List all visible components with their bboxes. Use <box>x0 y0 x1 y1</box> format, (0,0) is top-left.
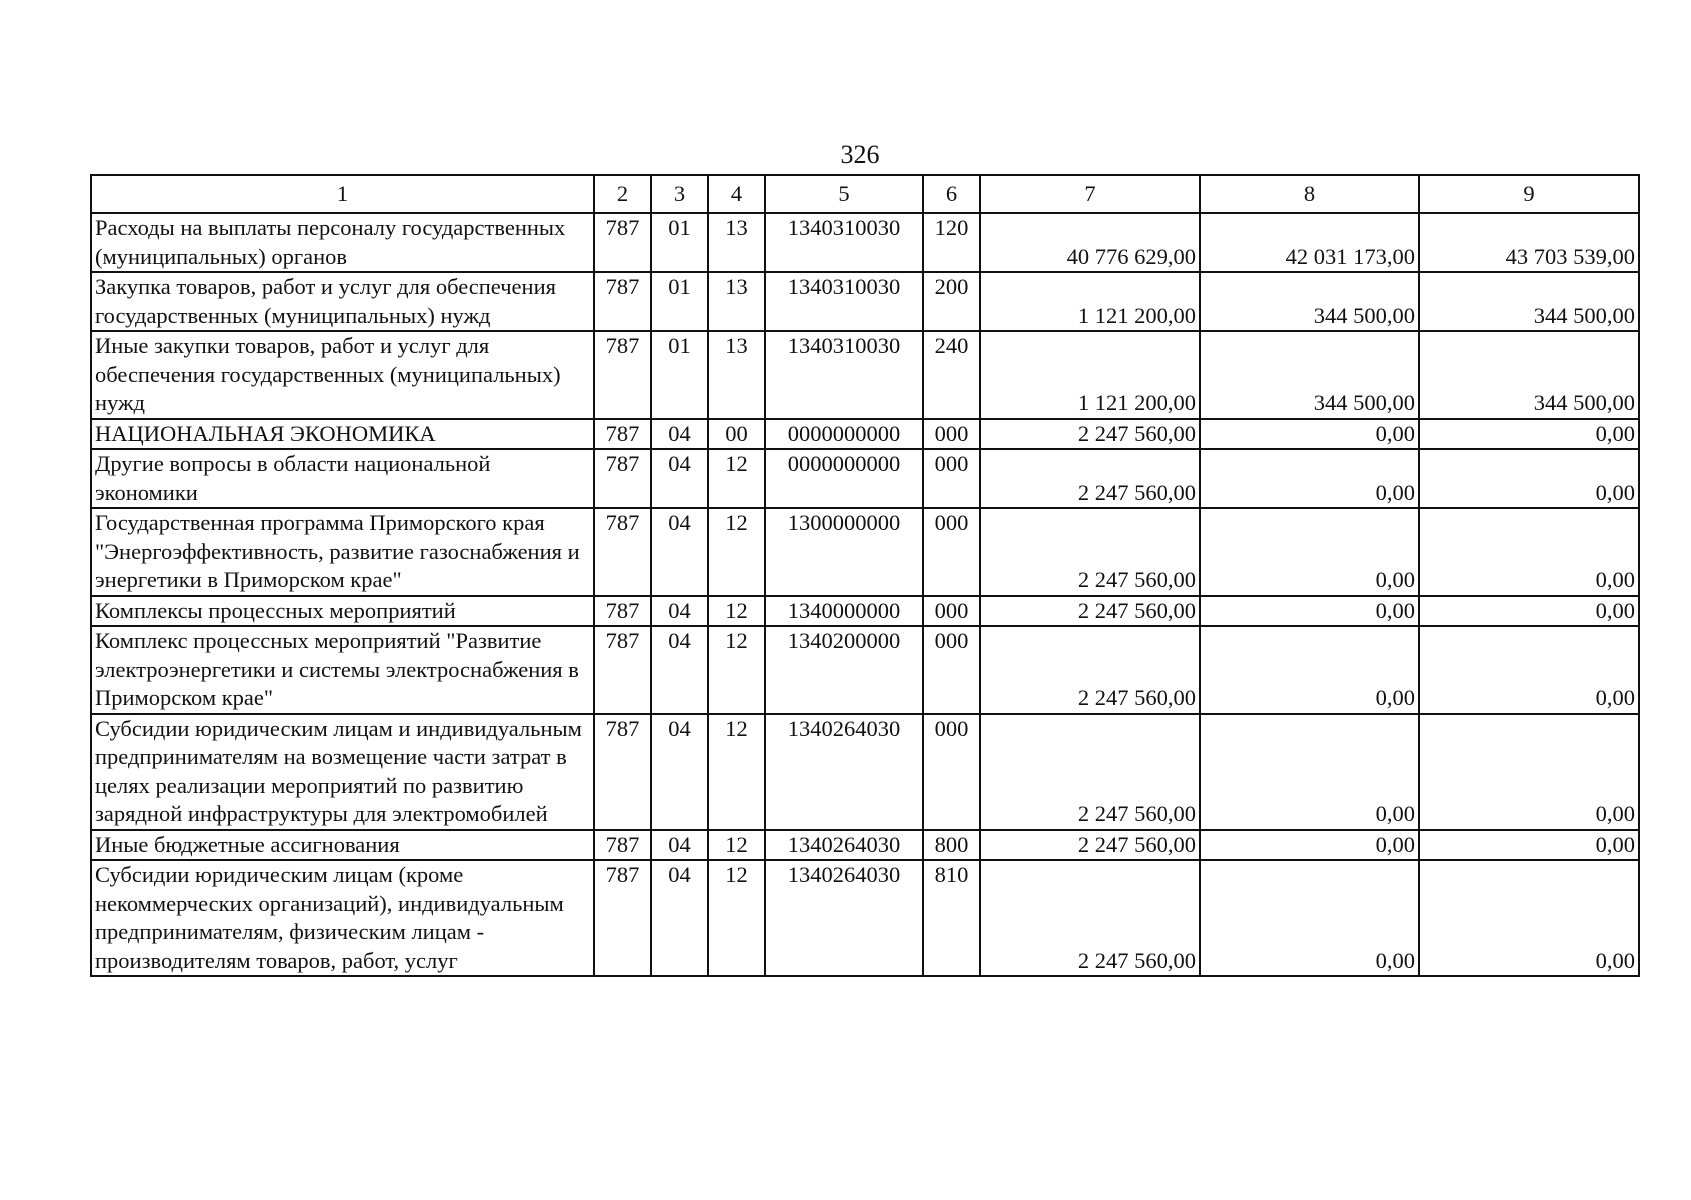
code-col6: 000 <box>923 449 980 508</box>
amount-col7: 2 247 560,00 <box>980 449 1200 508</box>
code-col3: 01 <box>651 331 708 419</box>
code-col5: 1340264030 <box>765 860 923 976</box>
amount-col7: 2 247 560,00 <box>980 626 1200 714</box>
column-header: 5 <box>765 175 923 213</box>
code-col3: 04 <box>651 596 708 627</box>
amount-col7: 2 247 560,00 <box>980 508 1200 596</box>
code-col2: 787 <box>594 714 651 830</box>
code-col5: 1300000000 <box>765 508 923 596</box>
amount-col8: 0,00 <box>1200 626 1419 714</box>
amount-col9: 0,00 <box>1419 626 1639 714</box>
code-col6: 120 <box>923 213 980 272</box>
column-header: 9 <box>1419 175 1639 213</box>
code-col3: 01 <box>651 272 708 331</box>
table-row <box>91 508 1639 596</box>
code-col5: 1340310030 <box>765 331 923 419</box>
code-col2: 787 <box>594 272 651 331</box>
code-col3: 04 <box>651 860 708 976</box>
amount-col9: 0,00 <box>1419 860 1639 976</box>
code-col4: 12 <box>708 714 765 830</box>
code-col3: 04 <box>651 626 708 714</box>
code-col6: 000 <box>923 419 980 450</box>
code-col5: 1340264030 <box>765 830 923 861</box>
code-col6: 810 <box>923 860 980 976</box>
item-name: Комплексы процессных мероприятий <box>91 596 594 627</box>
code-col6: 800 <box>923 830 980 861</box>
code-col5: 1340310030 <box>765 213 923 272</box>
amount-col8: 0,00 <box>1200 830 1419 861</box>
amount-col8: 0,00 <box>1200 419 1419 450</box>
amount-col9: 344 500,00 <box>1419 272 1639 331</box>
amount-col8: 0,00 <box>1200 596 1419 627</box>
code-col5: 1340000000 <box>765 596 923 627</box>
code-col6: 000 <box>923 508 980 596</box>
amount-col8: 42 031 173,00 <box>1200 213 1419 272</box>
code-col6: 000 <box>923 596 980 627</box>
code-col4: 12 <box>708 830 765 861</box>
budget-table <box>90 174 1640 977</box>
amount-col9: 0,00 <box>1419 419 1639 450</box>
item-name: Государственная программа Приморского края "Энергоэффективность, развитие газоснабжения и энергетики в Приморском крае" <box>91 508 594 596</box>
code-col2: 787 <box>594 331 651 419</box>
code-col4: 12 <box>708 449 765 508</box>
item-name: НАЦИОНАЛЬНАЯ ЭКОНОМИКА <box>91 419 594 450</box>
code-col6: 240 <box>923 331 980 419</box>
code-col4: 12 <box>708 626 765 714</box>
code-col3: 04 <box>651 714 708 830</box>
item-name: Другие вопросы в области национальной экономики <box>91 449 594 508</box>
amount-col9: 0,00 <box>1419 714 1639 830</box>
amount-col7: 2 247 560,00 <box>980 714 1200 830</box>
code-col2: 787 <box>594 508 651 596</box>
amount-col9: 0,00 <box>1419 830 1639 861</box>
amount-col8: 0,00 <box>1200 860 1419 976</box>
table-row <box>91 272 1639 331</box>
amount-col7: 1 121 200,00 <box>980 272 1200 331</box>
amount-col9: 0,00 <box>1419 596 1639 627</box>
code-col2: 787 <box>594 213 651 272</box>
item-name: Субсидии юридическим лицам (кроме некоммерческих организаций), индивидуальным предпринимателям, физическим лицам - производителям товаров, работ, услуг <box>91 860 594 976</box>
code-col5: 0000000000 <box>765 449 923 508</box>
amount-col7: 2 247 560,00 <box>980 830 1200 861</box>
header-row <box>91 175 1639 213</box>
code-col3: 04 <box>651 449 708 508</box>
column-header: 8 <box>1200 175 1419 213</box>
code-col6: 200 <box>923 272 980 331</box>
column-header: 2 <box>594 175 651 213</box>
code-col4: 13 <box>708 331 765 419</box>
column-header: 4 <box>708 175 765 213</box>
code-col5: 1340264030 <box>765 714 923 830</box>
code-col4: 00 <box>708 419 765 450</box>
amount-col9: 0,00 <box>1419 449 1639 508</box>
amount-col8: 344 500,00 <box>1200 272 1419 331</box>
table-row <box>91 626 1639 714</box>
code-col5: 0000000000 <box>765 419 923 450</box>
column-header: 7 <box>980 175 1200 213</box>
code-col3: 04 <box>651 830 708 861</box>
code-col3: 01 <box>651 213 708 272</box>
table-row <box>91 449 1639 508</box>
code-col3: 04 <box>651 419 708 450</box>
code-col2: 787 <box>594 596 651 627</box>
amount-col7: 2 247 560,00 <box>980 860 1200 976</box>
amount-col8: 0,00 <box>1200 508 1419 596</box>
code-col5: 1340310030 <box>765 272 923 331</box>
table-row <box>91 830 1639 861</box>
amount-col9: 0,00 <box>1419 508 1639 596</box>
item-name: Комплекс процессных мероприятий "Развитие электроэнергетики и системы электроснабжения в Приморском крае" <box>91 626 594 714</box>
item-name: Иные бюджетные ассигнования <box>91 830 594 861</box>
code-col6: 000 <box>923 714 980 830</box>
amount-col9: 344 500,00 <box>1419 331 1639 419</box>
column-header: 6 <box>923 175 980 213</box>
amount-col9: 43 703 539,00 <box>1419 213 1639 272</box>
table-row <box>91 860 1639 976</box>
code-col2: 787 <box>594 860 651 976</box>
item-name: Иные закупки товаров, работ и услуг для обеспечения государственных (муниципальных) нужд <box>91 331 594 419</box>
amount-col7: 1 121 200,00 <box>980 331 1200 419</box>
table-row <box>91 331 1639 419</box>
code-col2: 787 <box>594 419 651 450</box>
code-col4: 12 <box>708 860 765 976</box>
code-col2: 787 <box>594 449 651 508</box>
column-header: 1 <box>91 175 594 213</box>
code-col6: 000 <box>923 626 980 714</box>
code-col4: 13 <box>708 272 765 331</box>
item-name: Субсидии юридическим лицам и индивидуальным предпринимателям на возмещение части затрат в целях реализации мероприятий по развитию зарядной инфраструктуры для электромобилей <box>91 714 594 830</box>
code-col2: 787 <box>594 830 651 861</box>
table-row <box>91 419 1639 450</box>
amount-col7: 2 247 560,00 <box>980 596 1200 627</box>
amount-col8: 344 500,00 <box>1200 331 1419 419</box>
page-number: 326 <box>840 140 880 169</box>
amount-col7: 40 776 629,00 <box>980 213 1200 272</box>
table-row <box>91 596 1639 627</box>
amount-col8: 0,00 <box>1200 714 1419 830</box>
table-row <box>91 714 1639 830</box>
amount-col7: 2 247 560,00 <box>980 419 1200 450</box>
code-col2: 787 <box>594 626 651 714</box>
table-row <box>91 213 1639 272</box>
item-name: Расходы на выплаты персоналу государственных (муниципальных) органов <box>91 213 594 272</box>
item-name: Закупка товаров, работ и услуг для обеспечения государственных (муниципальных) нужд <box>91 272 594 331</box>
code-col4: 13 <box>708 213 765 272</box>
column-header: 3 <box>651 175 708 213</box>
code-col4: 12 <box>708 508 765 596</box>
code-col4: 12 <box>708 596 765 627</box>
code-col3: 04 <box>651 508 708 596</box>
amount-col8: 0,00 <box>1200 449 1419 508</box>
code-col5: 1340200000 <box>765 626 923 714</box>
